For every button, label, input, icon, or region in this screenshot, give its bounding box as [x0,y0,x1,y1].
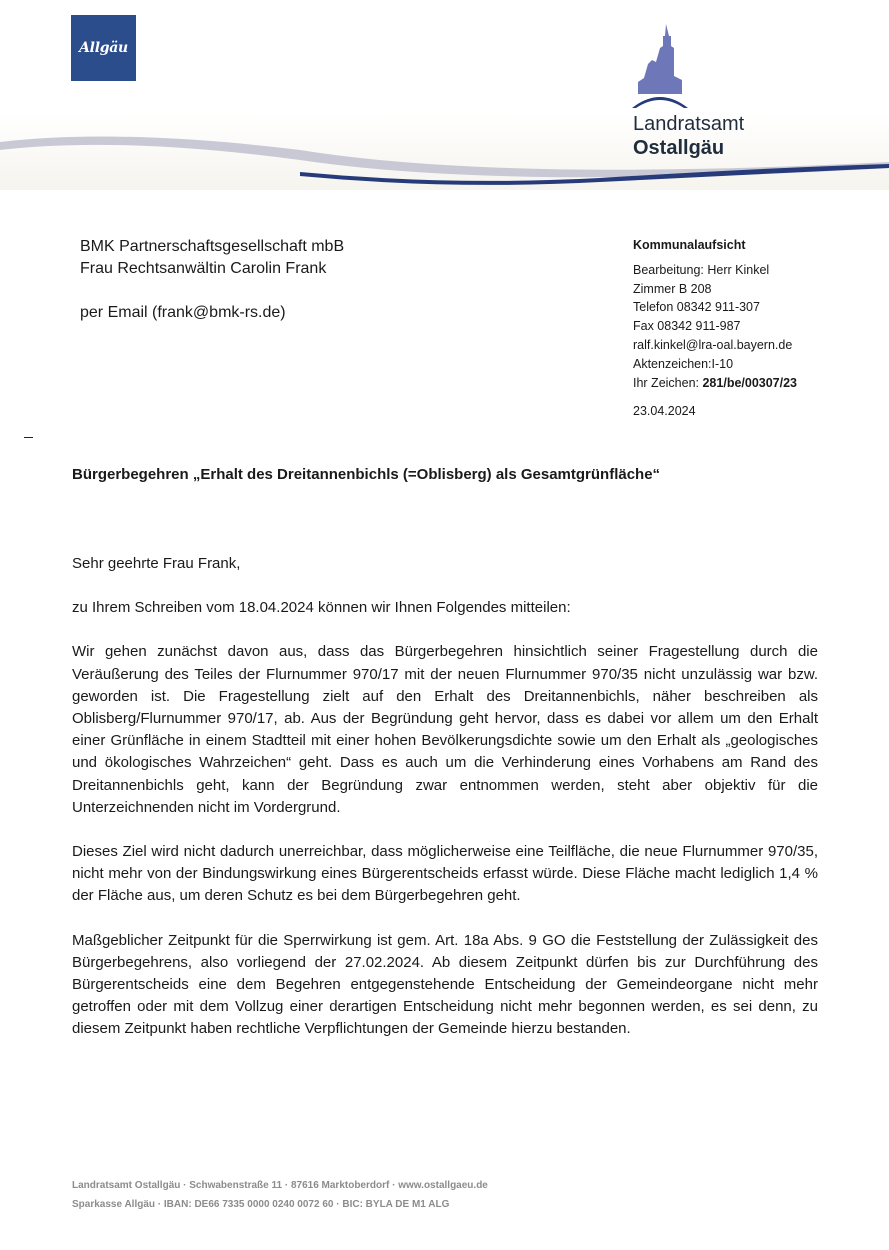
letter-date: 23.04.2024 [633,404,696,419]
fold-mark [24,437,33,438]
recipient-name: Frau Rechtsanwältin Carolin Frank [80,260,327,277]
sender-fax: Fax 08342 911-987 [633,319,741,334]
allgaeu-logo [71,15,136,81]
intro-paragraph: zu Ihrem Schreiben vom 18.04.2024 können wir Ihnen Folgendes mitteilen: [72,599,571,617]
authority-line2: Ostallgäu [633,137,725,159]
footer-bank-line: Sparkasse Allgäu · IBAN: DE66 7335 0000 0240 0072 60 · BIC: BYLA DE M1 ALG [72,1199,450,1210]
footer-address-line: Landratsamt Ostallgäu · Schwabenstraße 11 · 87616 Marktoberdorf · www.ostallgaeu.de [72,1180,488,1191]
body-paragraph-1: Wir gehen zunächst davon aus, dass das Bürgerbegehren hinsichtlich seiner Fragestellung durch die Veräußerung des Teiles der Flurnummer 970/17 mit der neuen Flurnummer 970/35 nicht unzulässig war bzw. geworden ist. Die Fragestellung zielt auf den Erhalt des Dreitannenbichls, näher beschreiben als Oblisberg/Flurnummer 970/17, ab. Aus der Begründung geht hervor, dass es dabei vor allem um den Erhalt einer Grünfläche in einem Stadtteil mit einer hohen Bevölkerungsdichte sowie um den Erhalt als „geologisches und ökologisches Wahrzeichen“ geht. Dass es auch um die Verhinderung eines Vorhabens am Rand des Dreitannenbichls geht, kann der Begründung zwar entnommen werden, steht aber objektiv für die Unterzeichnenden nicht im Vordergrund. [72,643,818,816]
your-reference-label: Ihr Zeichen: [633,375,703,390]
salutation: Sehr geehrte Frau Frank, [72,555,241,572]
allgaeu-logo-text: Allgäu [79,40,128,56]
letter-subject: Bürgerbegehren „Erhalt des Dreitannenbichls (=Oblisberg) als Gesamtgrünfläche“ [72,466,661,483]
sender-file-reference: Aktenzeichen:I-10 [633,356,734,371]
sender-phone: Telefon 08342 911-307 [633,300,760,315]
authority-line1: Landratsamt [633,113,745,135]
castle-tower-icon [630,24,690,108]
recipient-address [80,236,344,324]
recipient-company: BMK Partnerschaftsgesellschaft mbB [80,238,345,255]
sender-info-block [633,236,797,421]
letter-body [72,553,818,1063]
recipient-delivery: per Email (frank@bmk-rs.de) [80,304,286,321]
your-reference-value: 281/be/00307/23 [702,375,798,390]
sender-email: ralf.kinkel@lra-oal.bayern.de [633,337,793,352]
sender-handler: Bearbeitung: Herr Kinkel [633,262,770,277]
letterhead-swoosh [0,120,889,195]
authority-name [633,112,744,160]
body-paragraph-2: Dieses Ziel wird nicht dadurch unerreichbar, dass möglicherweise eine Teilfläche, die neue Flurnummer 970/35, nicht mehr von der Bindungswirkung eines Bürgerentscheids erfasst würde. Diese Fläche macht lediglich 1,4 % der Fläche aus, um deren Schutz es bei dem Bürgerbegehren geht. [72,843,818,905]
sender-room: Zimmer B 208 [633,281,712,296]
body-paragraph-3: Maßgeblicher Zeitpunkt für die Sperrwirkung ist gem. Art. 18a Abs. 9 GO die Feststellung der Zulässigkeit des Bürgerbegehrens, also vorliegend der 27.02.2024. Ab diesem Zeitpunkt dürfen bis zur Durchführung des Bürgerentscheids eine dem Begehren entgegenstehende Entscheidung der Gemeindeorgane nicht mehr getroffen oder mit dem Vollzug einer derartigen Entscheidung nicht mehr begonnen werden, es sei denn, zu diesem Zeitpunkt haben rechtliche Verpflichtungen der Gemeinde hierzu bestanden. [72,931,818,1038]
sender-department: Kommunalaufsicht [633,238,746,252]
letter-footer [72,1176,488,1214]
sender-your-reference [633,374,797,393]
